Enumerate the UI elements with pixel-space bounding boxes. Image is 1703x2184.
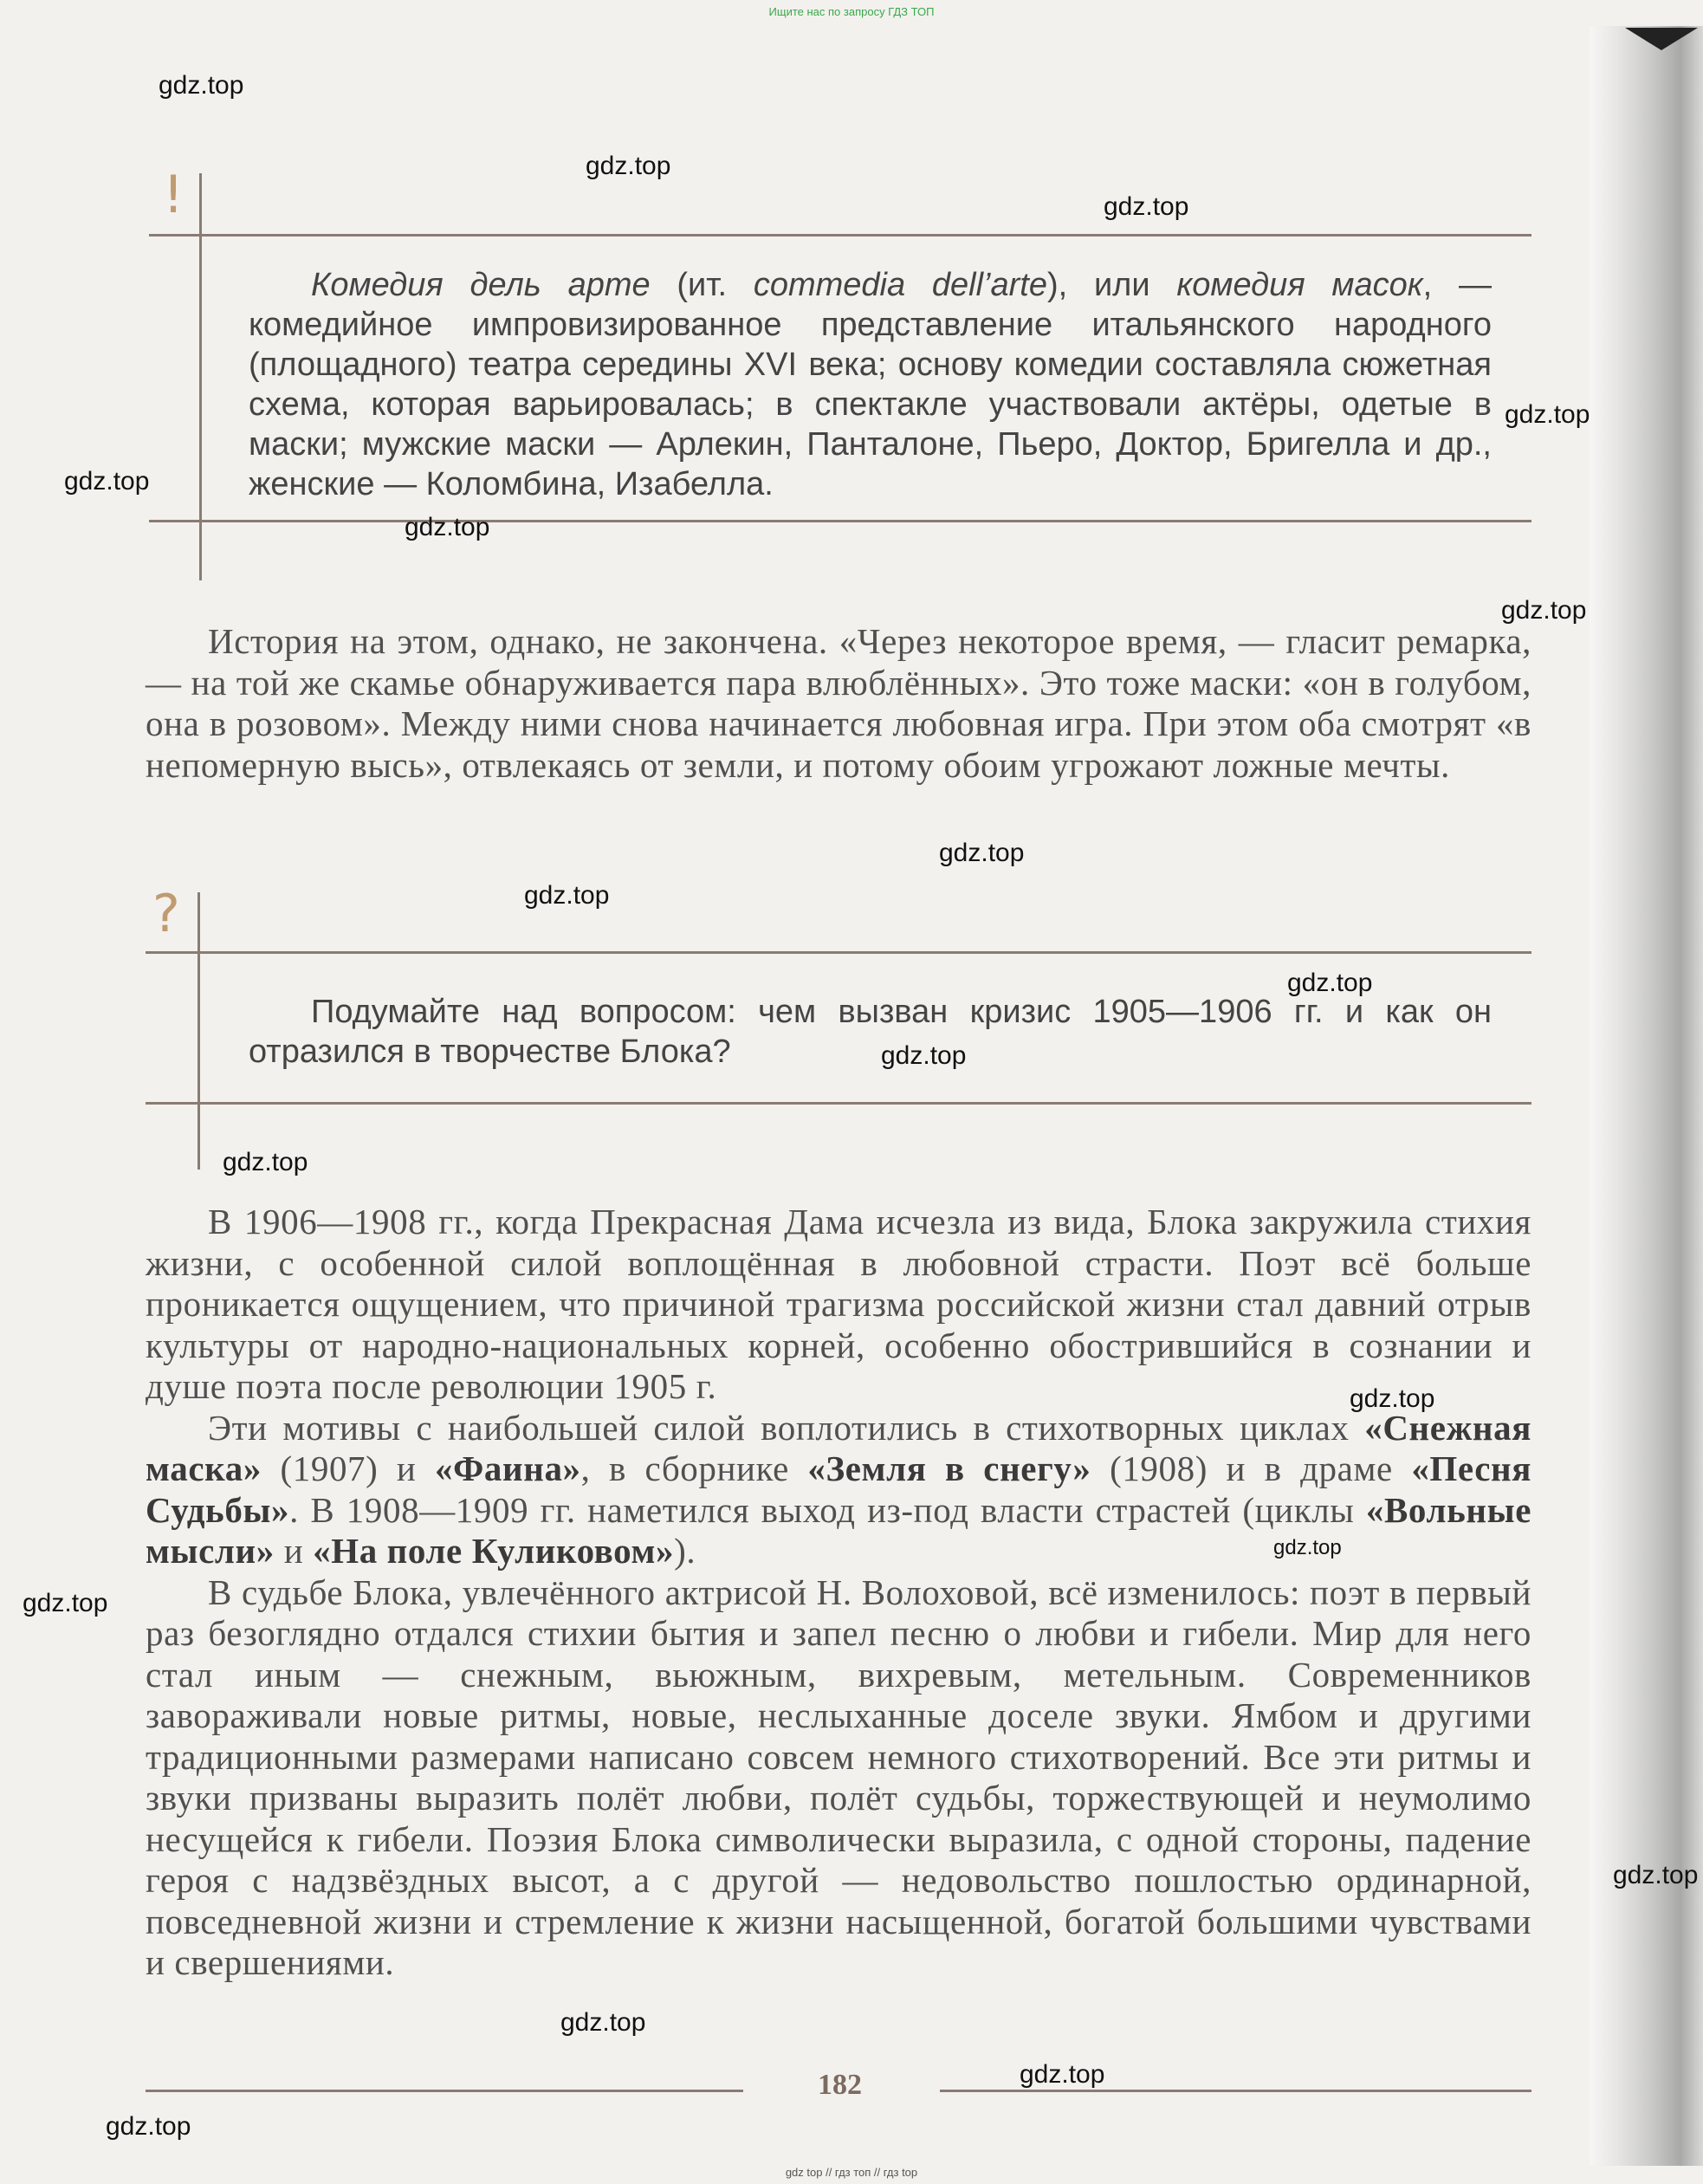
definition-term-1: Комедия дель арте [311,267,651,303]
p3-text-2: (1907) и [261,1448,435,1488]
watermark: gdz.top [1613,1861,1699,1889]
p3-text-7: ). [674,1531,696,1571]
definition-body: , — комедийное импровизированное представление итальянского народного (площадного) театра середины XVI века; основу комедии составляла сюжетная схема, которая варьировалась; в спектакле участвовали актёры, одетые в маски; мужские маски — Арлекин, Панталоне, Пьеро, Доктор, Бригелла и др., женские — Коломбина, Изабелла. [249,267,1492,502]
title-pesnya-sudby: «Песня Судьбы» [146,1448,1532,1530]
definition-box-bottom-rule [149,520,1531,522]
definition-box-top-rule [149,234,1531,237]
watermark: gdz.top [524,881,610,910]
footer-rule-left [146,2090,743,2092]
top-banner[interactable]: Ищите нас по запросу ГДЗ ТОП [768,5,935,18]
question-text-block [249,992,1492,1072]
page-number: 182 [818,2069,862,2101]
corner-triangle [1625,28,1698,50]
p3-text-3: , в сборнике [580,1448,808,1488]
title-faina: «Фаина» [435,1448,581,1488]
watermark: gdz.top [64,467,150,496]
footer-rule-right [940,2090,1531,2092]
watermark: gdz.top [1273,1536,1342,1559]
title-snezhnaya-maska: «Снежная маска» [146,1407,1531,1488]
watermark: gdz.top [223,1148,308,1176]
watermark: gdz.top [881,1041,967,1070]
definition-paren: (ит. [650,267,754,303]
watermark: gdz.top [560,2008,646,2037]
watermark: gdz.top [1501,596,1587,625]
watermark: gdz.top [1350,1384,1435,1413]
definition-or: ), или [1046,267,1177,303]
paragraph-4: В судьбе Блока, увлечённого актрисой Н. Волоховой, всё изменилось: поэт в первый раз безоглядно отдался стихии бытия и запел песню о любви и гибели. Мир для него стал иным — снежным, вьюжным, вихревым, метельным. Современников завораживали новые ритмы, новые, неслыханные доселе звуки. Ямбом и другими традиционными размерами написано совсем немного стихотворений. Все эти ритмы и звуки призваны выразить полёт любви, полёт судьбы, торжествующей и неумолимо несущейся к гибели. Поэзия Блока символически выразила, с одной стороны, падение героя с надзвёздных высот, а с другой — недовольство пошлостью ординарной, повседневной жизни и стремление к жизни насыщенной, богатой большими чувствами и свершениями. [146,1572,1531,1982]
watermark: gdz.top [23,1589,108,1617]
definition-text [249,265,1492,504]
p3-text-4: (1908) и в драме [1091,1448,1412,1488]
paragraph-1: История на этом, однако, не закончена. «Через некоторое время, — гласит ремарка, — на той же скамье обнаруживается пара влюблённых». Это тоже маски: «он в голубом, она в розовом». Между ними снова начинается любовная игра. При этом оба смотрят «в непомерную высь», отвлекаясь от земли, и потому обоим угрожают ложные мечты. [146,621,1531,785]
watermark: gdz.top [1287,969,1373,997]
title-zemlya-v-snegu: «Земля в снегу» [807,1448,1091,1488]
paragraph-1-block [146,621,1531,786]
watermark: gdz.top [1104,192,1189,221]
main-text [146,1202,1531,1984]
watermark: gdz.top [586,152,671,180]
exclamation-icon: ! [163,165,185,225]
title-volnye-mysli: «Вольные мысли» [146,1489,1531,1571]
definition-term-2: комедия масок [1176,267,1423,303]
watermark: gdz.top [159,71,244,100]
paragraph-2: В 1906—1908 гг., когда Прекрасная Дама исчезла из вида, Блока закружила стихия жизни, с особенной силой воплощённая в любовной страсти. Поэт всё больше проникается ощущением, что причиной трагизма российской жизни стал давний отрыв культуры от народно-национальных корней, особенно обострившийся в сознании и душе поэта после революции 1905 г. [146,1202,1531,1406]
book-spine-shadow [1590,26,1703,2166]
watermark: gdz.top [405,513,490,541]
bottom-banner[interactable]: gdz top // гдз топ // гдз top [785,2166,918,2179]
question-icon: ? [152,884,180,944]
watermark: gdz.top [1020,2060,1105,2089]
watermark: gdz.top [939,839,1025,867]
p3-text-5: . В 1908—1909 гг. наметился выход из-под власти страстей (циклы [289,1489,1366,1530]
question-box-bottom-rule [146,1102,1531,1105]
question-box-top-rule [146,951,1531,954]
question-box-vline [197,892,200,1170]
definition-term-it: commedia dell’arte [753,267,1047,303]
p3-text-6: и [274,1531,314,1571]
p3-text-1: Эти мотивы с наибольшей силой воплотились в стихотворных циклах [208,1407,1365,1448]
question-text: Подумайте над вопросом: чем вызван кризис 1905—1906 гг. и как он отразился в творчестве Блока? [249,994,1492,1070]
watermark: gdz.top [106,2112,191,2141]
watermark: gdz.top [1505,400,1590,429]
title-na-pole-kulikovom: «На поле Куликовом» [313,1531,675,1571]
